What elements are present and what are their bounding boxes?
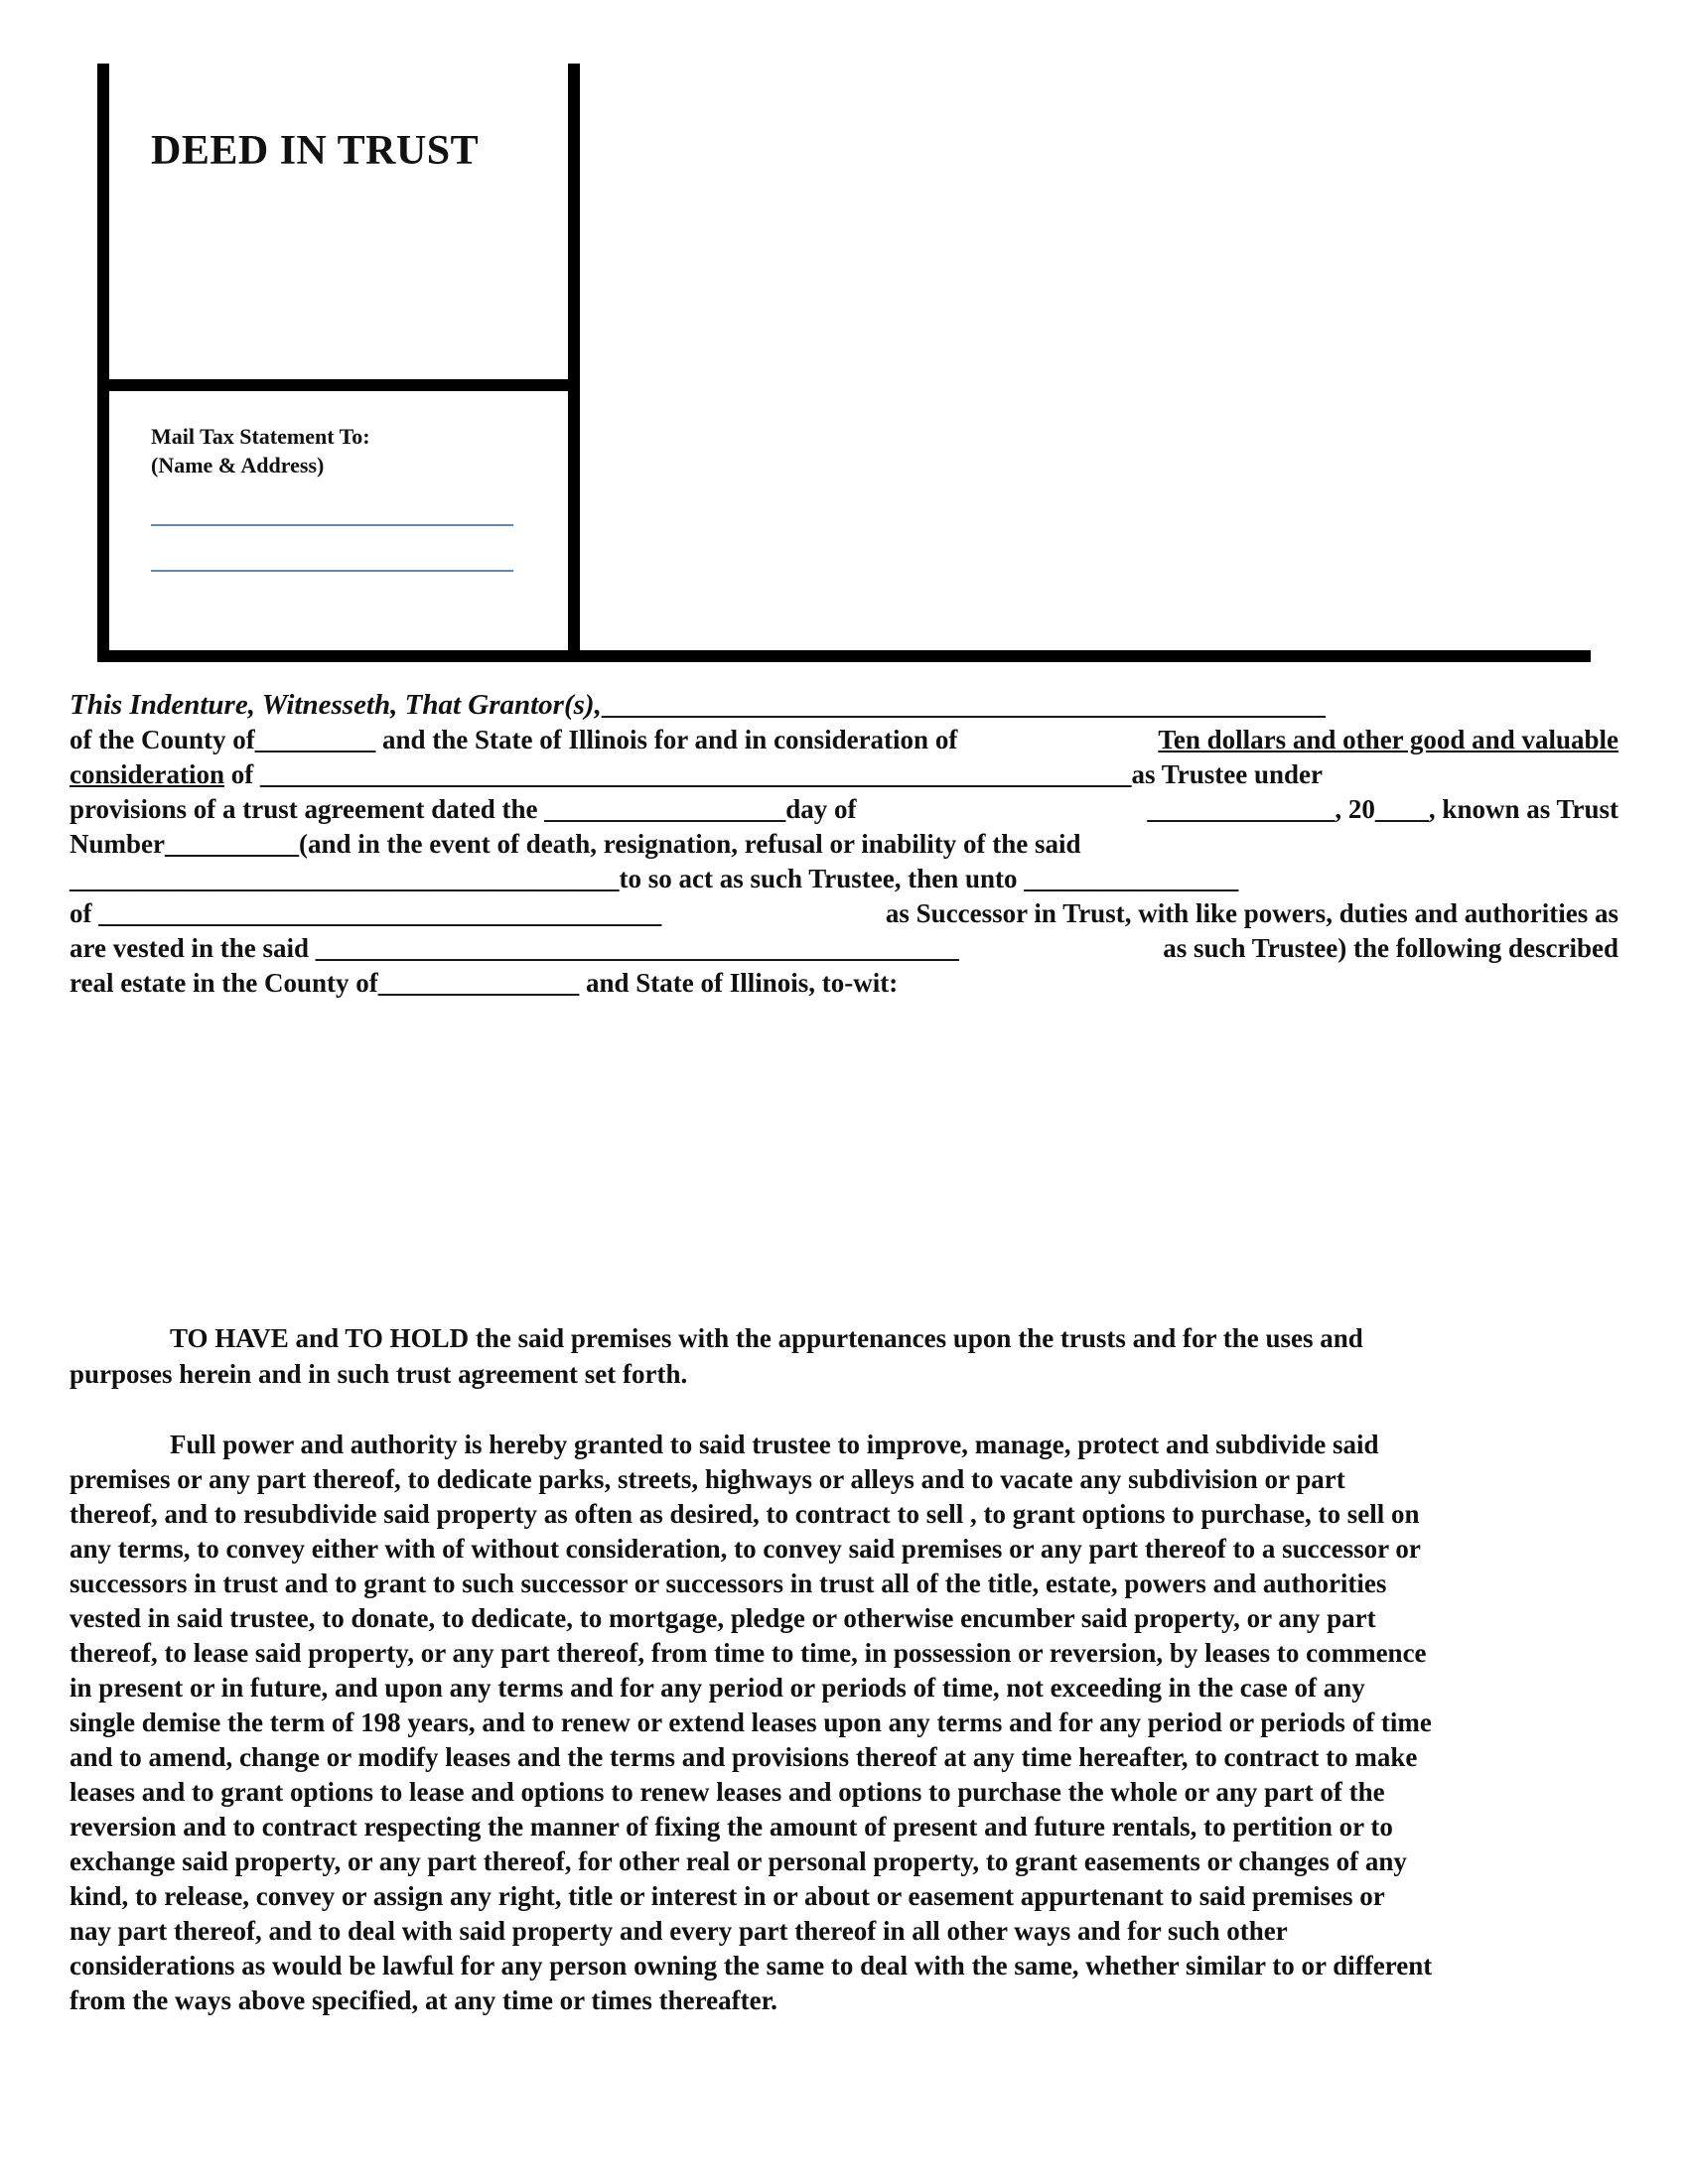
indenture-line-9: real estate in the County of_______________ and State of Illinois, to-wit: xyxy=(70,968,899,998)
powers-line: Full power and authority is hereby granted to said trustee to improve, manage, protect and subdivide said xyxy=(170,1430,1379,1459)
mail-tax-statement-label xyxy=(151,422,370,479)
box-left-border xyxy=(97,64,109,659)
successor-blank: of __________________________________________ xyxy=(70,898,662,928)
vested-blank: are vested in the said ________________________________________________ xyxy=(70,933,959,963)
trustee-clause: of _________________________________________________________________as Trustee under xyxy=(224,759,1324,789)
trust-date-clause: provisions of a trust agreement dated the __________________day of xyxy=(70,794,857,824)
mail-address-line-2 xyxy=(151,570,513,572)
habendum-paragraph xyxy=(70,1320,1618,1392)
mail-tax-label-line1: Mail Tax Statement To: xyxy=(151,424,370,449)
powers-line: from the ways above specified, at any time or times thereafter. xyxy=(70,1985,777,2015)
powers-line: in present or in future, and upon any terms and for any period or periods of time, not exceeding in the case of any xyxy=(70,1673,1365,1703)
county-clause: of the County of_________ and the State of Illinois for and in consideration of xyxy=(70,725,958,754)
mail-tax-label-line2: (Name & Address) xyxy=(151,453,325,478)
powers-line: considerations as would be lawful for any person owning the same to deal with the same, whether similar to or different xyxy=(70,1951,1433,1980)
habendum-line: TO HAVE and TO HOLD the said premises with the appurtenances upon the trusts and for the uses and xyxy=(170,1323,1363,1353)
document-title: DEED IN TRUST xyxy=(151,128,480,174)
habendum-line: purposes herein and in such trust agreement set forth. xyxy=(70,1359,688,1389)
box-right-border xyxy=(568,64,580,659)
consideration-text-cont: consideration xyxy=(70,759,225,789)
grantor-blank: ______________________________________________________ xyxy=(601,690,1326,720)
powers-line: thereof, to lease said property, or any part thereof, from time to time, in possession or reversion, by leases to commence xyxy=(70,1638,1427,1668)
powers-line: leases and to grant options to lease and options to renew leases and options to purchase the whole or any part of the xyxy=(70,1777,1385,1807)
indenture-line-7 xyxy=(70,896,1618,931)
powers-line: premises or any part thereof, to dedicate parks, streets, highways or alleys and to vacate any subdivision or part xyxy=(70,1464,1345,1494)
powers-line: single demise the term of 198 years, and to renew or extend leases upon any terms and for any period or periods of time xyxy=(70,1707,1432,1737)
trust-year-clause: ______________, 20____, known as Trust xyxy=(1147,794,1618,824)
described-clause: as such Trustee) the following described xyxy=(1163,933,1618,963)
powers-line: thereof, and to resubdivide said property as often as desired, to contract to sell , to grant options to purchase, to sell on xyxy=(70,1499,1420,1529)
header-rule xyxy=(97,650,1591,662)
powers-line: successors in trust and to grant to such successor or successors in trust all of the title, estate, powers and authorities xyxy=(70,1569,1387,1598)
indenture-line-5: Number__________(and in the event of death, resignation, refusal or inability of the said xyxy=(70,829,1081,859)
powers-line: any terms, to convey either with of without consideration, to convey said premises or any part thereof to a successor or xyxy=(70,1534,1421,1564)
mail-address-line-1 xyxy=(151,524,513,526)
indenture-line-2 xyxy=(70,723,1618,757)
powers-line: and to amend, change or modify leases and the terms and provisions thereof at any time hereafter, to contract to make xyxy=(70,1742,1418,1772)
indenture-line-3 xyxy=(70,757,1618,792)
powers-paragraph xyxy=(70,1428,1618,2018)
powers-line: vested in said trustee, to donate, to dedicate, to mortgage, pledge or otherwise encumber said property, or any part xyxy=(70,1603,1376,1633)
box-divider xyxy=(97,379,580,391)
indenture-heading: This Indenture, Witnesseth, That Grantor(s), xyxy=(70,689,602,721)
powers-line: reversion and to contract respecting the manner of fixing the amount of present and future rentals, to pertition or to xyxy=(70,1812,1393,1842)
indenture-line-1 xyxy=(70,688,1618,723)
indenture-line-4 xyxy=(70,792,1618,827)
powers-line: exchange said property, or any part thereof, for other real or personal property, to grant easements or changes of any xyxy=(70,1846,1407,1876)
indenture-paragraph xyxy=(70,688,1618,1001)
consideration-text: Ten dollars and other good and valuable xyxy=(1158,725,1618,754)
indenture-line-6: _________________________________________to so act as such Trustee, then unto ________________ xyxy=(70,864,1239,893)
powers-line: nay part thereof, and to deal with said property and every part thereof in all other ways and for such other xyxy=(70,1916,1288,1946)
powers-line: kind, to release, convey or assign any right, title or interest in or about or easement appurtenant to said premises or xyxy=(70,1881,1385,1911)
successor-clause: as Successor in Trust, with like powers, duties and authorities as xyxy=(885,898,1618,928)
indenture-line-8 xyxy=(70,931,1618,966)
